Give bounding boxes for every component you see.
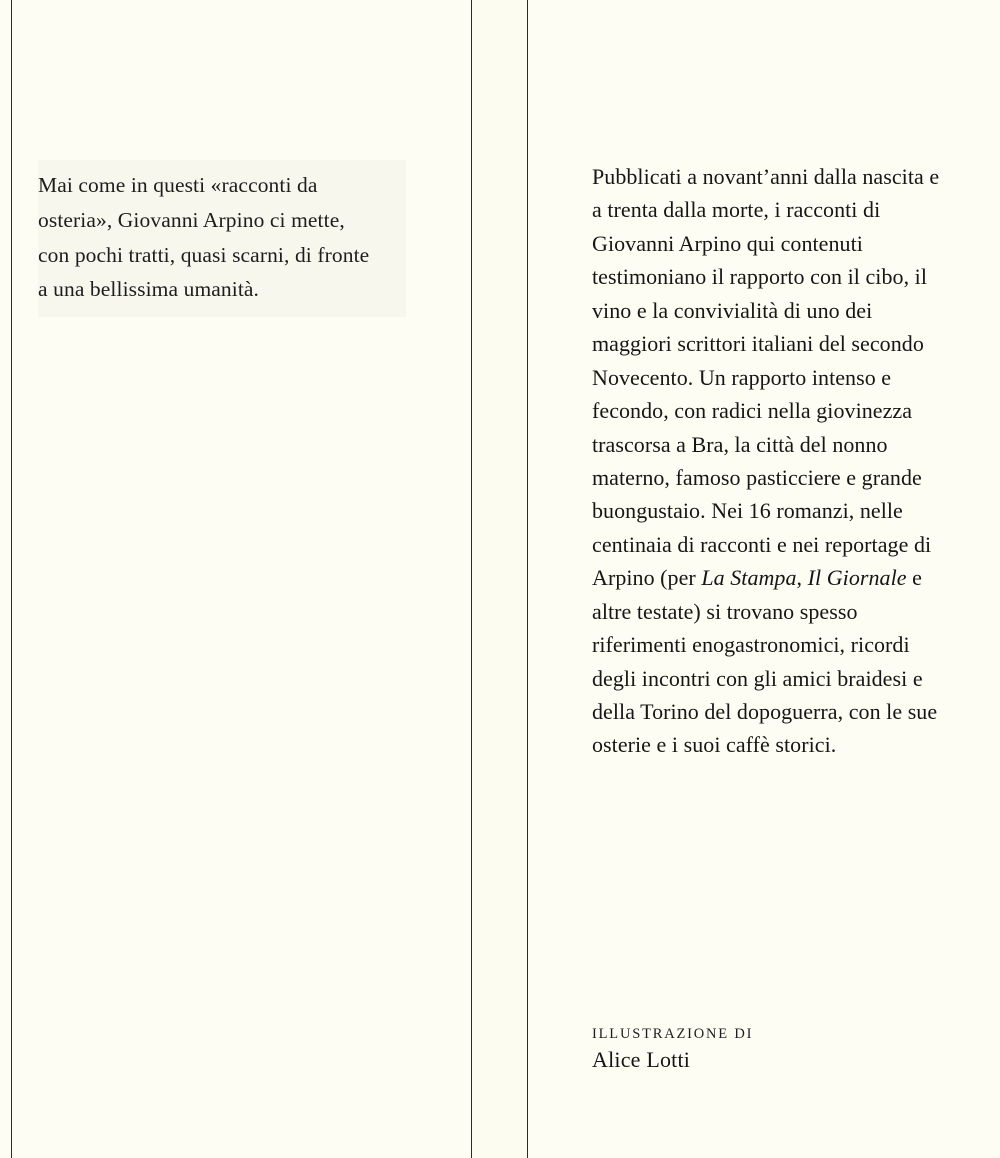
quote-line: osteria», Giovanni Arpino ci mette, xyxy=(38,207,345,232)
blurb-separator: , xyxy=(796,565,808,591)
newspaper-title-il-giornale: Il Giornale xyxy=(807,565,907,591)
flap-panel xyxy=(12,0,471,1158)
blurb-text-before: Pubblicati a novant’anni dalla nascita e a trenta dalla morte, i racconti di Giovanni Arpino qui contenuti testimoniano il rapporto con il cibo, il vino e la convivialità di uno dei maggiori scrittori italiani del secondo Novecento. Un rapporto intenso e fecondo, con radici nella giovinezza trascorsa a Bra, la città del nonno materno, famoso pasticciere e grande buongustaio. Nei 16 romanzi, nelle centinaia di racconti e nei reportage di Arpino (per xyxy=(592,164,940,591)
blurb-text-after: e altre testate) si trovano spesso riferimenti enogastronomici, ricordi degli incontri con gli amici braidesi e della Torino del dopoguerra, con le sue osterie e i suoi caffè storici. xyxy=(592,565,938,758)
back-cover-blurb xyxy=(592,160,952,762)
left-edge-rule xyxy=(11,0,12,1158)
credit-label: ILLUSTRAZIONE DI xyxy=(592,1026,754,1042)
flap-fold-rule xyxy=(471,0,472,1158)
newspaper-title-la-stampa: La Stampa xyxy=(701,565,797,591)
back-cover-panel xyxy=(528,0,1000,1158)
illustrator-name: Alice Lotti xyxy=(592,1047,691,1072)
illustration-credit xyxy=(592,1026,952,1073)
gutter-strip xyxy=(472,0,527,1158)
quote-line: a una bellissima umanità. xyxy=(38,277,260,302)
quote-line: Mai come in questi «racconti da xyxy=(38,173,318,197)
spine-rule xyxy=(527,0,528,1158)
cover-quote xyxy=(38,160,406,317)
quote-line: con pochi tratti, quasi scarni, di fronte xyxy=(38,242,370,267)
blurb-paragraph xyxy=(592,160,952,762)
